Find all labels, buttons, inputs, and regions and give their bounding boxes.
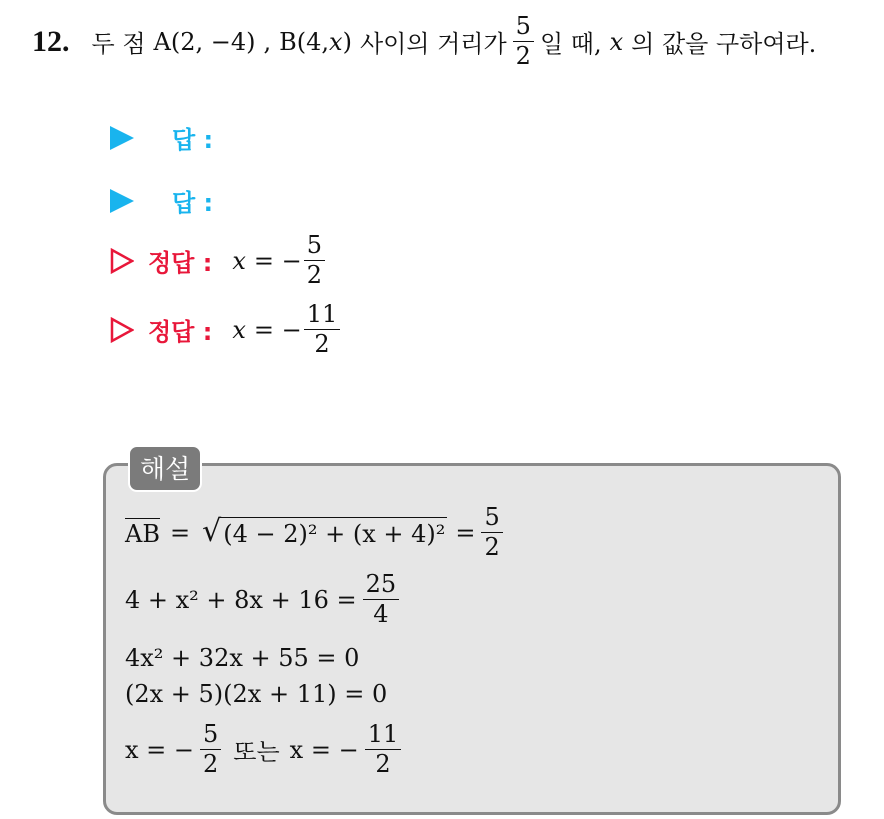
sqrt-icon: √ xyxy=(202,514,222,550)
question-line xyxy=(32,14,816,69)
quadratic-equation: 4x² + 32x + 55 = 0 xyxy=(125,644,360,672)
denominator: 2 xyxy=(375,750,391,779)
solution-line-2 xyxy=(125,572,405,627)
distance-fraction xyxy=(513,14,534,69)
numerator: 11 xyxy=(365,722,402,750)
numerator: 25 xyxy=(363,572,400,600)
question-number: 12. xyxy=(32,24,70,58)
factored-equation: (2x + 5)(2x + 11) = 0 xyxy=(125,680,388,708)
radicand: (4 − 2)² + (x + 4)² xyxy=(221,517,447,548)
play-outline-icon xyxy=(110,248,134,274)
correct-label: 정답 : xyxy=(148,249,213,278)
equation-lhs: 4 + x² + 8x + 16 = xyxy=(125,585,357,614)
answer-fraction xyxy=(304,233,325,288)
solution-line-5 xyxy=(125,722,407,777)
point-b-post: ) xyxy=(342,27,352,56)
solution-line-4 xyxy=(125,680,387,708)
answer-var: x xyxy=(232,315,246,344)
play-icon xyxy=(110,189,134,213)
point-b-var: x xyxy=(329,27,343,56)
correct-answer-row-1 xyxy=(110,233,331,288)
distance-numerator: 5 xyxy=(513,14,534,42)
play-icon xyxy=(110,126,134,150)
question-text-mid: 사이의 거리가 xyxy=(359,30,507,59)
sqrt-expression xyxy=(202,514,447,550)
equation-fraction xyxy=(363,572,400,627)
correct-answer-expr-2 xyxy=(232,302,346,357)
answer-numerator: 11 xyxy=(304,302,341,330)
segment-ab: AB xyxy=(125,519,160,548)
eq-sign: = xyxy=(169,518,191,547)
solution-line-1 xyxy=(125,505,509,560)
question-text-post: 의 값을 구하여라. xyxy=(631,30,817,59)
question-var-x: x xyxy=(609,27,624,56)
question-text-pre: 두 점 xyxy=(91,30,146,59)
denominator: 2 xyxy=(203,750,219,779)
answer-blank-row-2 xyxy=(110,183,213,218)
answer-var: x xyxy=(232,246,246,275)
answer-eq: = − xyxy=(253,246,302,275)
separator: , xyxy=(263,27,272,56)
answer-eq: = − xyxy=(253,315,302,344)
or-text: 또는 xyxy=(233,738,280,767)
root-b-fraction xyxy=(365,722,402,777)
eq-sign: = xyxy=(455,518,476,547)
answer-label: 답 : xyxy=(172,126,214,154)
play-outline-icon xyxy=(110,317,134,343)
root-b-lhs: x = − xyxy=(289,735,359,764)
solution-badge: 해설 xyxy=(128,445,202,492)
correct-answer-row-2 xyxy=(110,302,346,357)
numerator: 5 xyxy=(481,505,502,533)
answer-denominator: 2 xyxy=(306,261,323,290)
answer-fraction xyxy=(304,302,341,357)
point-a: A(2, −4) xyxy=(153,27,256,56)
question-text-when: 일 때, xyxy=(539,30,602,59)
answer-denominator: 2 xyxy=(314,330,330,359)
root-a-lhs: x = − xyxy=(125,735,195,764)
root-a-fraction xyxy=(200,722,221,777)
denominator: 2 xyxy=(484,533,500,562)
distance-denominator: 2 xyxy=(515,42,531,71)
denominator: 4 xyxy=(373,600,389,629)
answer-label: 답 : xyxy=(172,189,214,217)
solution-line-3 xyxy=(125,644,359,672)
numerator: 5 xyxy=(200,722,221,750)
correct-answer-expr-1 xyxy=(232,233,331,288)
distance-result-fraction xyxy=(481,505,502,560)
answer-blank-row-1 xyxy=(110,120,213,155)
point-b-pre: B(4, xyxy=(279,27,330,56)
correct-label: 정답 : xyxy=(148,318,213,347)
answer-numerator: 5 xyxy=(304,233,325,261)
